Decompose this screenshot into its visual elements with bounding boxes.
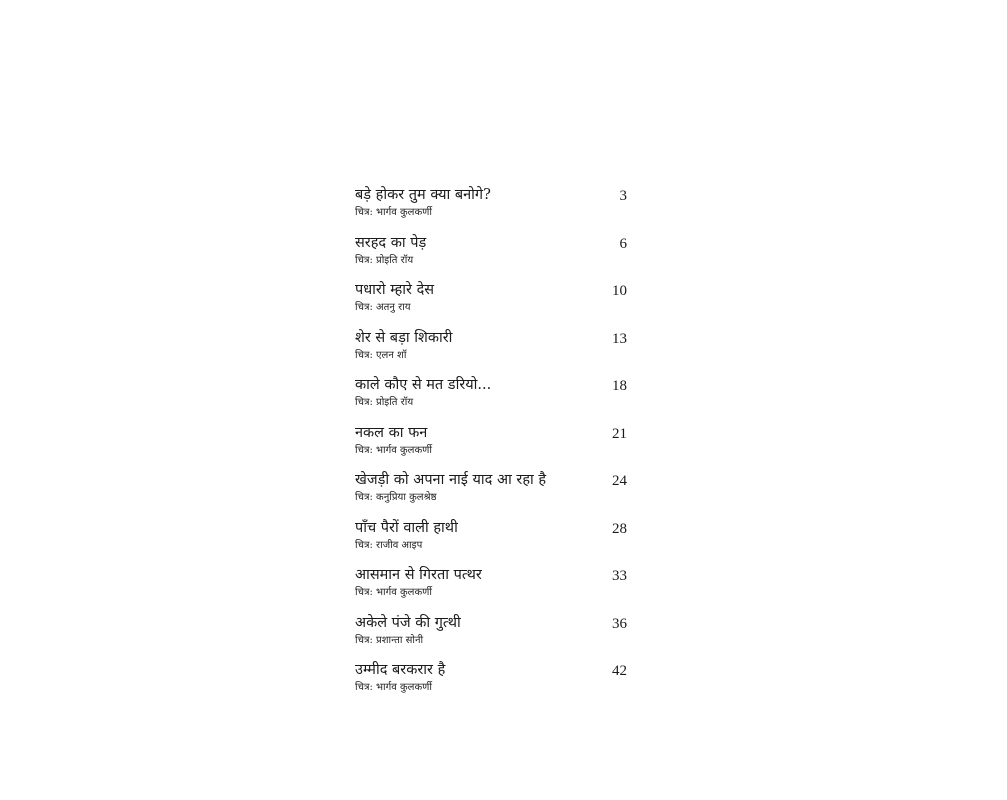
entry-title[interactable]: काले कौए से मत डरियो...: [355, 377, 492, 393]
entry-illustrator-credit: चित्र: प्रशान्ता सोनी: [355, 634, 424, 646]
entry-title[interactable]: उम्मीद बरकरार है: [355, 662, 446, 678]
toc-entry[interactable]: [355, 185, 627, 233]
entry-illustrator-credit: चित्र: भार्गव कुलकर्णी: [355, 587, 432, 598]
toc-entry[interactable]: [355, 565, 627, 613]
entry-illustrator-credit: चित्र: अतनु राय: [355, 302, 411, 313]
entry-title[interactable]: नकल का फन: [355, 424, 428, 441]
toc-entry[interactable]: [355, 328, 627, 376]
entry-page-number[interactable]: 33: [612, 568, 627, 584]
toc-entry[interactable]: [355, 613, 627, 661]
toc-entry[interactable]: [355, 280, 627, 328]
entry-illustrator-credit: चित्र: प्रोइति रॉय: [355, 397, 414, 408]
entry-illustrator-credit: चित्र: राजीव आइप: [355, 539, 423, 551]
toc-entry[interactable]: [355, 375, 627, 423]
entry-title[interactable]: पधारो म्हारे देस: [355, 282, 435, 298]
toc-entry[interactable]: [355, 423, 627, 471]
entry-title[interactable]: पाँच पैरों वाली हाथी: [355, 519, 458, 536]
toc-entry[interactable]: [355, 233, 627, 281]
entry-illustrator-credit: चित्र: कनुप्रिया कुलश्रेष्ठ: [355, 492, 437, 503]
entry-title[interactable]: सरहद का पेड़: [355, 234, 427, 251]
entry-illustrator-credit: चित्र: भार्गव कुलकर्णी: [355, 444, 432, 456]
entry-illustrator-credit: चित्र: एलन शॉ: [355, 349, 407, 361]
entry-illustrator-credit: चित्र: भार्गव कुलकर्णी: [355, 207, 432, 218]
entry-page-number[interactable]: 36: [612, 615, 627, 632]
toc-entry[interactable]: [355, 470, 627, 518]
entry-title[interactable]: खेजड़ी को अपना नाई याद आ रहा है: [355, 472, 547, 488]
entry-title[interactable]: अकेले पंजे की गुत्थी: [355, 614, 461, 631]
entry-page-number[interactable]: 10: [612, 283, 627, 299]
entry-title[interactable]: आसमान से गिरता पत्थर: [355, 567, 482, 583]
entry-page-number[interactable]: 13: [612, 330, 627, 347]
entry-page-number[interactable]: 42: [612, 663, 627, 679]
entry-page-number[interactable]: 21: [612, 425, 627, 442]
entry-illustrator-credit: चित्र: प्रोइति रॉय: [355, 254, 414, 266]
entry-page-number[interactable]: 18: [612, 378, 627, 394]
entry-page-number[interactable]: 28: [612, 520, 627, 537]
entry-title[interactable]: शेर से बड़ा शिकारी: [355, 329, 453, 346]
entry-page-number[interactable]: 3: [619, 188, 627, 204]
table-of-contents: [355, 185, 627, 708]
entry-illustrator-credit: चित्र: भार्गव कुलकर्णी: [355, 682, 432, 693]
entry-title[interactable]: बड़े होकर तुम क्या बनोगे?: [355, 187, 491, 203]
entry-page-number[interactable]: 24: [612, 473, 627, 489]
entry-page-number[interactable]: 6: [619, 235, 627, 252]
toc-entry[interactable]: [355, 518, 627, 566]
toc-entry[interactable]: [355, 660, 627, 708]
